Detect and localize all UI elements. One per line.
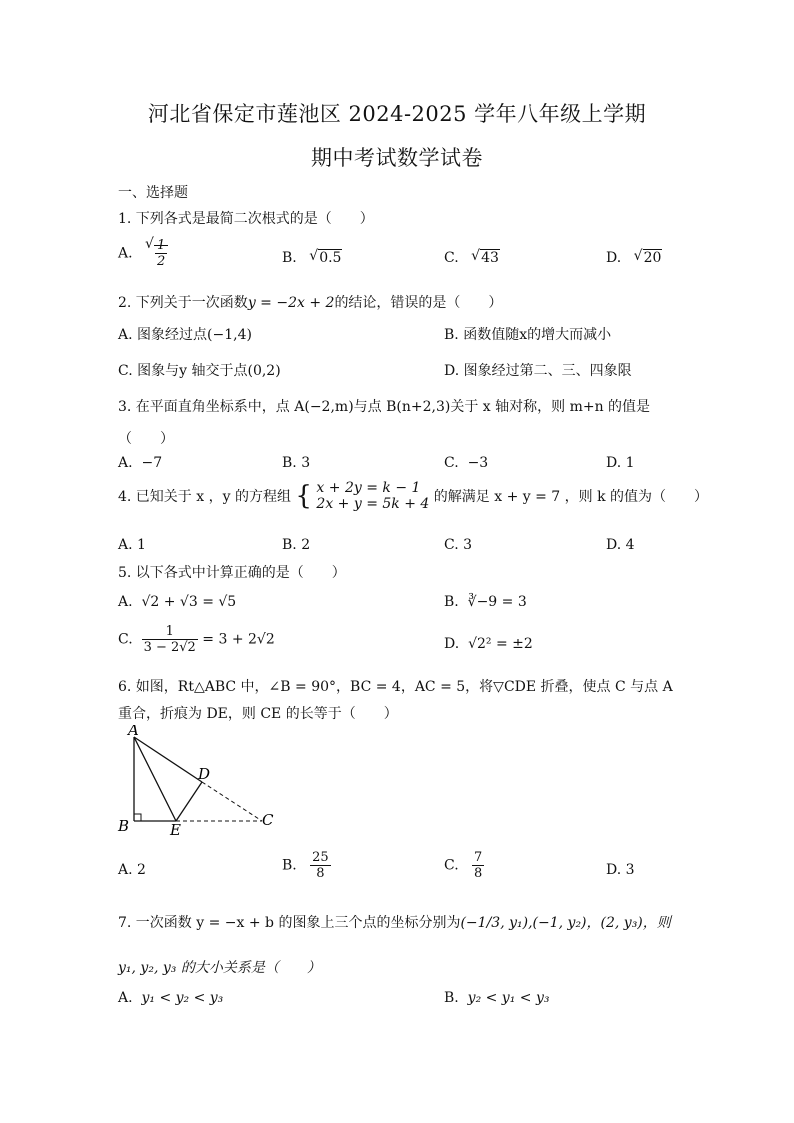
right-angle-mark — [134, 814, 141, 821]
vertex-label-a: A — [128, 725, 139, 739]
q4-option-c: C. 3 — [444, 537, 473, 553]
q2-option-b: B. 函数值随x的增大而减小 — [444, 327, 612, 343]
question-2-stem: 2. 下列关于一次函数y = −2x + 2的结论，错误的是（ ） — [118, 295, 503, 311]
q6-option-c: C. $\frac{7}{8}$ — [444, 850, 483, 881]
vertex-label-e: E — [170, 821, 181, 839]
q6-option-a: A. 2 — [118, 862, 146, 878]
q1-option-d: D. √ 20 — [606, 250, 662, 266]
question-7-stem-line1: 7. 一次函数 y = −x + b 的图象上三个点的坐标分别为(−1/3, y₁),(−1, y₂)，(2, y₃)，则 — [118, 915, 671, 931]
q3-option-d: D. 1 — [606, 455, 635, 471]
q1-option-c: C. √ 43 — [444, 250, 500, 266]
q2-option-c: C. 图象与y 轴交于点(0,2) — [118, 363, 281, 379]
q3-option-a: A. −7 — [118, 455, 163, 471]
question-1-stem: 1. 下列各式是最简二次根式的是（ ） — [118, 211, 374, 227]
q1-option-a: A. √ $\frac{1}{2}$ — [118, 238, 168, 269]
q2-option-d: D. 图象经过第二、三、四象限 — [444, 363, 632, 379]
segment-de — [176, 782, 202, 821]
equation-1: x + 2y = k − 1 — [316, 480, 421, 496]
q3-option-b: B. 3 — [282, 455, 311, 471]
question-6-stem-line2: 重合，折痕为 DE，则 CE 的长等于（ ） — [118, 706, 398, 722]
exam-title-line2: 期中考试数学试卷 — [311, 146, 483, 170]
q4-option-d: D. 4 — [606, 537, 635, 553]
option-label: A. — [118, 245, 133, 262]
q4-option-a: A. 1 — [118, 537, 146, 553]
q4-option-b: B. 2 — [282, 537, 311, 553]
q3-option-c: C. −3 — [444, 455, 489, 471]
q5-option-c: C. $\frac{1}{3 - 2√2}$ = 3 + 2√2 — [118, 624, 275, 655]
q5-option-d: D. √2² = ±2 — [444, 636, 533, 652]
q2-option-a: A. 图象经过点(−1,4) — [118, 327, 252, 343]
question-3-stem-line1: 3. 在平面直角坐标系中，点 A(−2,m)与点 B(n+2,3)关于 x 轴对称，则 m+n 的值是 — [118, 399, 651, 415]
section-heading: 一、选择题 — [118, 185, 188, 201]
equation-2: 2x + y = 5k + 4 — [316, 496, 430, 512]
question-7-stem-line2: y₁, y₂, y₃ 的大小关系是（ ） — [118, 960, 321, 976]
question-3-stem-line2: （ ） — [118, 431, 174, 447]
question-4-stem: 4. 已知关于 x ，y 的方程组 { x + 2y = k − 1 2x + y = 5k + 4 的解满足 x + y = 7 ，则 k 的值为（ ） — [118, 480, 709, 512]
segment-ae — [134, 737, 176, 821]
question-5-stem: 5. 以下各式中计算正确的是（ ） — [118, 565, 346, 581]
q6-option-d: D. 3 — [606, 862, 635, 878]
q7-option-b: B. y₂ < y₁ < y₃ — [444, 990, 550, 1006]
q5-option-a: A. √2 + √3 = √5 — [118, 594, 237, 610]
vertex-label-c: C — [262, 811, 274, 829]
q6-option-b: B. $\frac{25}{8}$ — [282, 850, 329, 881]
q1-option-b: B. √ 0.5 — [282, 250, 342, 266]
segment-ad — [134, 737, 202, 782]
q5-option-b: B. ∛−9 = 3 — [444, 594, 527, 610]
vertex-label-b: B — [118, 817, 130, 835]
exam-title-line1: 河北省保定市莲池区 2024-2025 学年八年级上学期 — [147, 102, 647, 126]
segment-dc-dashed — [202, 782, 262, 821]
question-6-stem-line1: 6. 如图，Rt△ABC 中，∠B = 90°，BC = 4，AC = 5，将▽CDE 折叠，使点 C 与点 A — [118, 679, 673, 695]
vertex-label-d: D — [198, 765, 211, 783]
triangle-figure — [110, 725, 290, 840]
q7-option-a: A. y₁ < y₂ < y₃ — [118, 990, 224, 1006]
